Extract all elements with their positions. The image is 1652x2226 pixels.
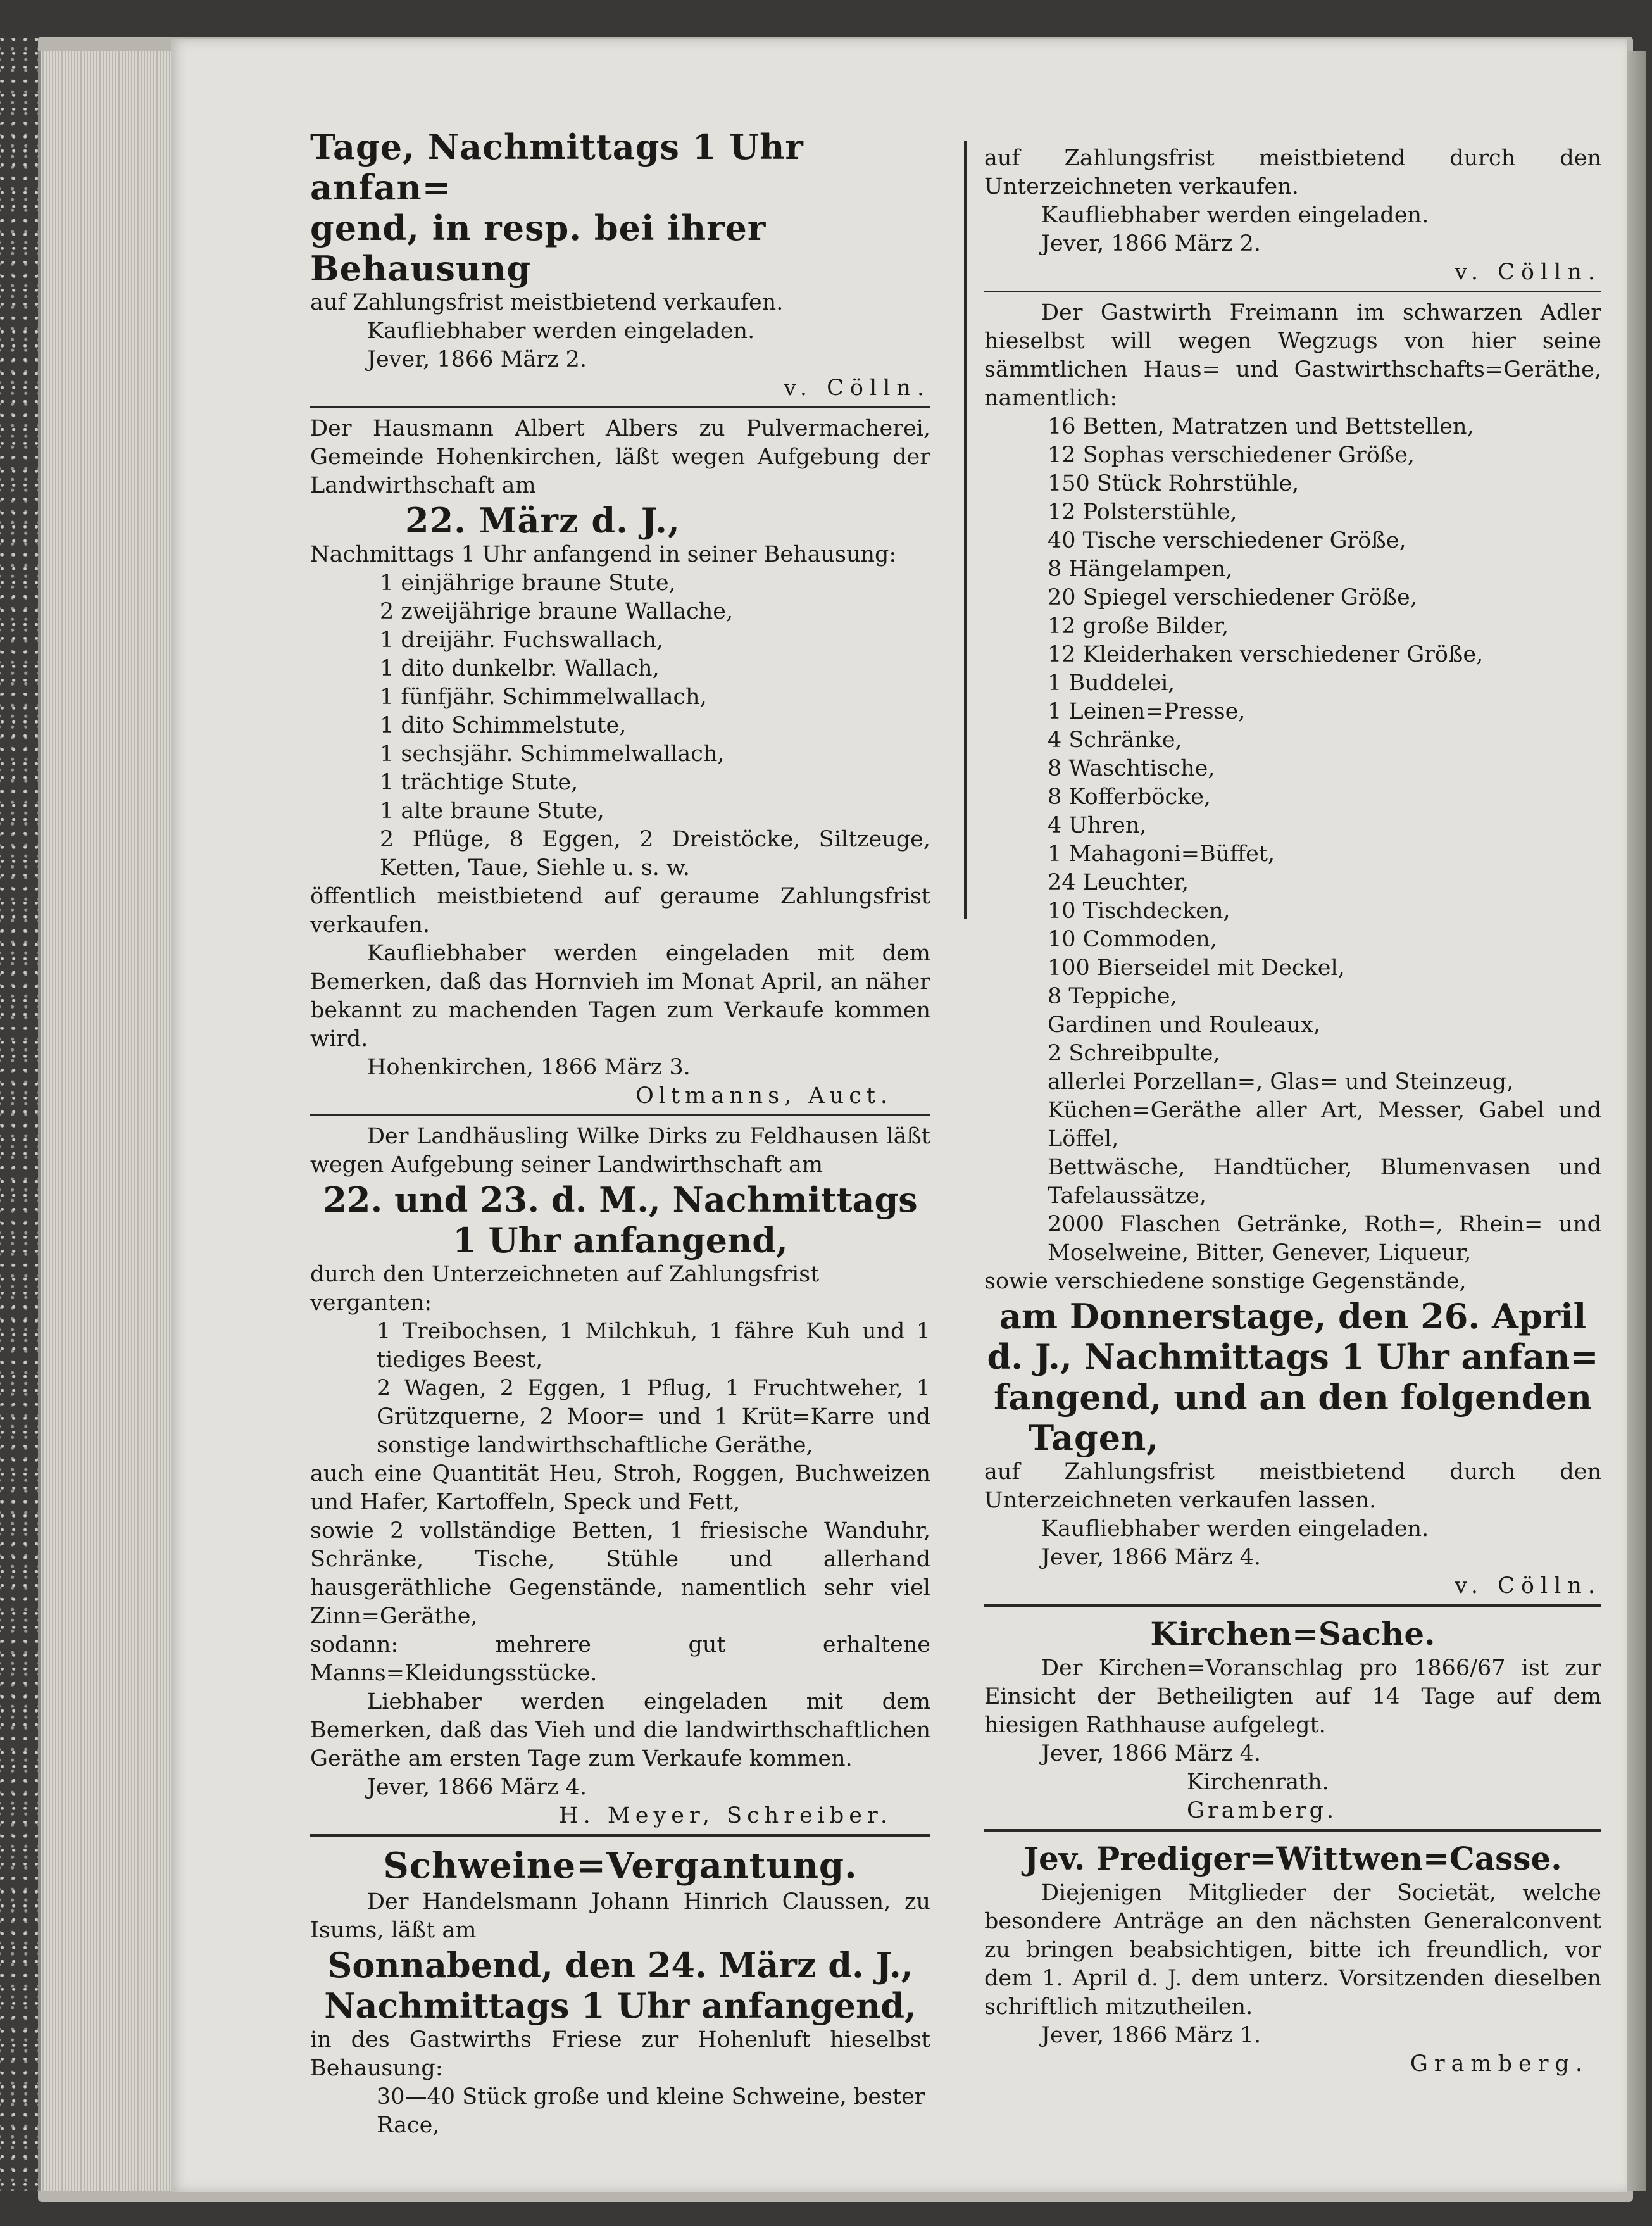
- list-item: 1 Leinen=Presse,: [1048, 699, 1246, 724]
- dateline: Jever, 1866 März 4.: [1041, 1545, 1261, 1570]
- signature: Gramberg.: [1187, 1798, 1337, 1823]
- list-item: 100 Bierseidel mit Deckel,: [1048, 955, 1345, 981]
- list-item: 1 Buddelei,: [1048, 670, 1175, 696]
- dateline: Jever, 1866 März 2.: [1041, 231, 1261, 256]
- invitation: Kaufliebhaber werden eingeladen.: [1041, 203, 1429, 228]
- sale-terms: öffentlich meistbietend auf geraume Zahlungsfrist verkaufen.: [310, 884, 930, 938]
- sale-terms: auf Zahlungsfrist meistbietend durch den Unterzeichneten verkaufen lassen.: [984, 1459, 1601, 1513]
- list-item: 1 Mahagoni=Büffet,: [1048, 841, 1275, 867]
- list-item: 10 Tischdecken,: [1048, 898, 1230, 924]
- list-item: 2000 Flaschen Getränke, Roth=, Rhein= und Moselweine, Bitter, Genever, Liqueur,: [1048, 1212, 1601, 1266]
- list-item: 20 Spiegel verschiedener Größe,: [1048, 585, 1417, 610]
- right-column: [984, 144, 1601, 2078]
- list-item: Küchen=Geräthe aller Art, Messer, Gabel und Löffel,: [1048, 1098, 1601, 1152]
- signature: v. Cölln.: [784, 375, 930, 401]
- invitation: Kaufliebhaber werden eingeladen mit dem Bemerken, daß das Hornvieh im Monat April, an näher bekannt zu machenden Tagen zum Verkaufe kommen wird.: [310, 941, 930, 1052]
- list-item: 1 fünfjähr. Schimmelwallach,: [380, 684, 707, 710]
- auction-date: Nachmittags 1 Uhr anfangend,: [324, 1985, 917, 2026]
- signature: H. Meyer, Schreiber.: [559, 1803, 892, 1828]
- text-block: sodann: mehrere gut erhaltene Manns=Kleidungsstücke.: [310, 1632, 930, 1686]
- headline-line: gend, in resp. bei ihrer Behausung: [310, 208, 767, 289]
- list-item: Gardinen und Rouleaux,: [1048, 1012, 1320, 1038]
- auction-date: Sonnabend, den 24. März d. J.,: [327, 1945, 913, 1985]
- auction-date: Tagen,: [1029, 1418, 1160, 1458]
- notice-intro: Der Handelsmann Johann Hinrich Claussen, zu Isums, läßt am: [310, 1889, 930, 1943]
- list-item: 8 Teppiche,: [1048, 984, 1177, 1009]
- dateline: Hohenkirchen, 1866 März 3.: [367, 1055, 691, 1080]
- auction-date: am Donnerstage, den 26. April: [999, 1296, 1587, 1336]
- page-stack-edges: [38, 51, 177, 2191]
- list-item: 1 dito dunkelbr. Wallach,: [380, 656, 660, 681]
- dateline: Jever, 1866 März 4.: [367, 1775, 587, 1800]
- notice-text: Diejenigen Mitglieder der Societät, welche besondere Anträge an den nächsten Generalconvent zu bringen beabsichtigen, bitte ich freundlich, vor dem 1. April d. J. dem unterz. Vorsitzenden dieselben schriftlich mitzutheilen.: [984, 1880, 1601, 2020]
- column-divider: [964, 141, 967, 919]
- list-item: 1 trächtige Stute,: [380, 770, 579, 795]
- list-item: 8 Hängelampen,: [1048, 556, 1233, 582]
- auction-date: d. J., Nachmittags 1 Uhr anfan=: [987, 1336, 1599, 1377]
- invitation: Liebhaber werden eingeladen mit dem Bemerken, daß das Vieh und die landwirthschaftlichen Geräthe am ersten Tage zum Verkaufe kommen.: [310, 1689, 930, 1771]
- dateline: Jever, 1866 März 2.: [367, 347, 587, 372]
- text-block: sowie 2 vollständige Betten, 1 friesische Wanduhr, Schränke, Tische, Stühle und allerhand hausgeräthliche Gegenstände, namentlich sehr viel Zinn=Geräthe,: [310, 1518, 930, 1629]
- auction-date: fangend, und an den folgenden: [993, 1377, 1593, 1418]
- text-line: durch den Unterzeichneten auf Zahlungsfrist verganten:: [310, 1262, 820, 1316]
- separator-rule: [984, 1604, 1601, 1607]
- signature: Gramberg.: [1410, 2051, 1589, 2077]
- list-item: 10 Commoden,: [1048, 927, 1217, 952]
- list-item: 1 sechsjähr. Schimmelwallach,: [380, 741, 725, 767]
- text-line: in des Gastwirths Friese zur Hohenluft hieselbst Behausung:: [310, 2027, 930, 2081]
- signature: Oltmanns, Auct.: [635, 1083, 892, 1109]
- authority-label: Kirchenrath.: [1187, 1770, 1329, 1795]
- dateline: Jever, 1866 März 1.: [1041, 2023, 1261, 2048]
- list-item: 12 große Bilder,: [1048, 613, 1229, 639]
- list-item: 40 Tische verschiedener Größe,: [1048, 528, 1406, 553]
- list-item: 1 dreijähr. Fuchswallach,: [380, 627, 664, 653]
- section-heading: Jev. Prediger=Wittwen=Casse.: [1023, 1840, 1562, 1877]
- list-item: 1 alte braune Stute,: [380, 798, 604, 824]
- list-item: 4 Uhren,: [1048, 813, 1147, 838]
- list-item: 1 Treibochsen, 1 Milchkuh, 1 fähre Kuh und 1 tiediges Beest,: [377, 1319, 930, 1373]
- list-item: 24 Leuchter,: [1048, 870, 1189, 895]
- notice-intro: Der Hausmann Albert Albers zu Pulvermacherei, Gemeinde Hohenkirchen, läßt wegen Aufgebung der Landwirthschaft am: [310, 416, 930, 498]
- auction-date: 22. März d. J.,: [405, 500, 680, 541]
- auction-date: 1 Uhr anfangend,: [453, 1220, 788, 1261]
- dateline: Jever, 1866 März 4.: [1041, 1741, 1261, 1766]
- text-line: auf Zahlungsfrist meistbietend verkaufen.: [310, 290, 784, 315]
- signature: v. Cölln.: [1455, 1573, 1601, 1599]
- separator-rule: [310, 406, 930, 408]
- item-list: [310, 569, 930, 883]
- left-column: [310, 127, 930, 2140]
- invitation: Kaufliebhaber werden eingeladen.: [1041, 1516, 1429, 1542]
- list-item: 1 dito Schimmelstute,: [380, 713, 627, 738]
- list-item: 2 zweijährige braune Wallache,: [380, 599, 734, 624]
- list-item: 8 Kofferböcke,: [1048, 784, 1211, 810]
- list-item: 2 Pflüge, 8 Eggen, 2 Dreistöcke, Siltzeuge, Ketten, Taue, Siehle u. s. w.: [380, 827, 930, 881]
- list-item: Bettwäsche, Handtücher, Blumenvasen und Tafelaussätze,: [1048, 1155, 1601, 1209]
- list-item: 30—40 Stück große und kleine Schweine, bester Race,: [377, 2084, 925, 2138]
- list-item: 16 Betten, Matratzen und Bettstellen,: [1048, 414, 1474, 439]
- invitation: Kaufliebhaber werden eingeladen.: [367, 318, 755, 344]
- notice-intro: Der Landhäusling Wilke Dirks zu Feldhausen läßt wegen Aufgebung seiner Landwirthschaft am: [310, 1124, 930, 1178]
- book-cover-edge: [0, 38, 39, 2191]
- list-item: 1 einjährige braune Stute,: [380, 570, 676, 596]
- headline-line: Tage, Nachmittags 1 Uhr anfan=: [310, 127, 804, 208]
- section-heading: Kirchen=Sache.: [1150, 1615, 1436, 1652]
- separator-rule: [310, 1114, 930, 1116]
- separator-rule: [310, 1834, 930, 1837]
- text-block: auf Zahlungsfrist meistbietend durch den Unterzeichneten verkaufen.: [984, 146, 1601, 199]
- text-line: sowie verschiedene sonstige Gegenstände,: [984, 1269, 1467, 1294]
- notice-text: Der Kirchen=Voranschlag pro 1866/67 ist zur Einsicht der Betheiligten auf 14 Tage auf dem hiesigen Rathhause aufgelegt.: [984, 1656, 1601, 1738]
- auction-time: Nachmittags 1 Uhr anfangend in seiner Behausung:: [310, 542, 897, 567]
- list-item: 2 Schreibpulte,: [1048, 1041, 1220, 1066]
- separator-rule: [984, 1829, 1601, 1832]
- separator-rule: [984, 291, 1601, 292]
- notice-intro: Der Gastwirth Freimann im schwarzen Adler hieselbst will wegen Wegzugs von hier seine sämmtlichen Haus= und Gastwirthschafts=Geräthe, namentlich:: [984, 300, 1601, 411]
- list-item: 12 Sophas verschiedener Größe,: [1048, 443, 1415, 468]
- text-block: auch eine Quantität Heu, Stroh, Roggen, Buchweizen und Hafer, Kartoffeln, Speck und Fett,: [310, 1461, 930, 1515]
- signature: v. Cölln.: [1455, 260, 1601, 285]
- list-item: 2 Wagen, 2 Eggen, 1 Pflug, 1 Fruchtweher, 1 Grützquerne, 2 Moor= und 1 Krüt=Karre und sonstige landwirthschaftliche Geräthe,: [377, 1376, 930, 1458]
- auction-date: 22. und 23. d. M., Nachmittags: [323, 1179, 918, 1220]
- section-heading: Schweine=Vergantung.: [383, 1845, 858, 1887]
- item-list: [984, 413, 1601, 1267]
- list-item: 150 Stück Rohrstühle,: [1048, 471, 1299, 496]
- list-item: 8 Waschtische,: [1048, 756, 1215, 781]
- list-item: 12 Kleiderhaken verschiedener Größe,: [1048, 642, 1484, 667]
- list-item: allerlei Porzellan=, Glas= und Steinzeug,: [1048, 1069, 1514, 1095]
- list-item: 12 Polsterstühle,: [1048, 500, 1237, 525]
- list-item: 4 Schränke,: [1048, 727, 1182, 753]
